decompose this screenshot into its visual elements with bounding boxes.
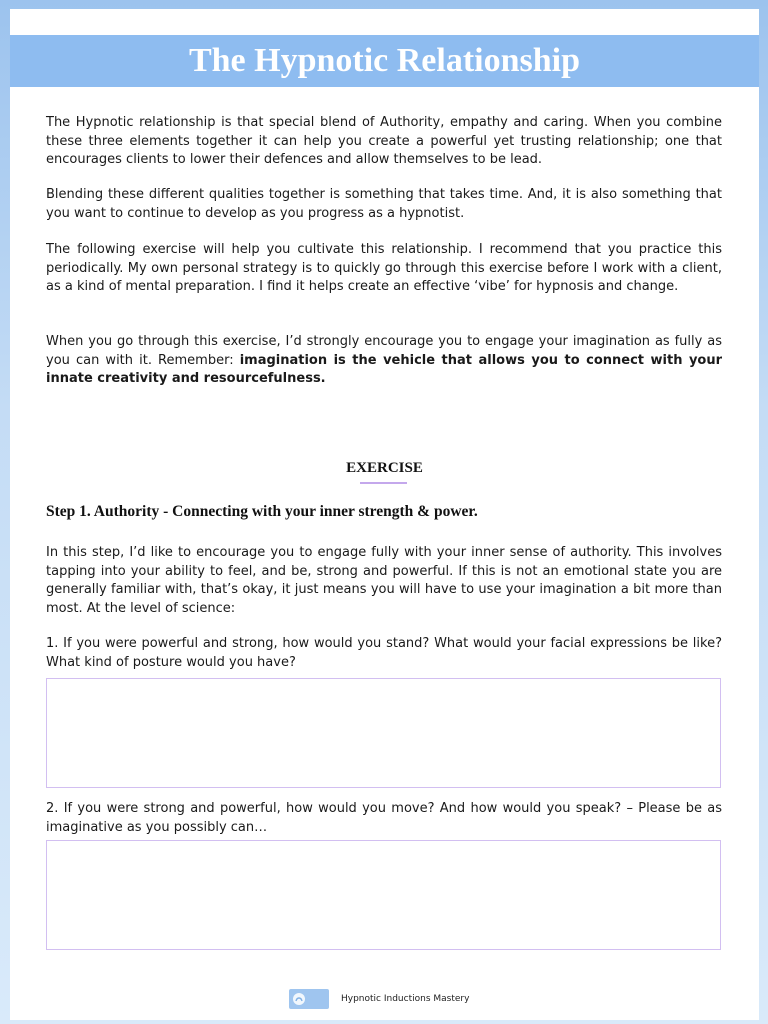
paragraph-4-text: When you go through this exercise, I’d strongly encourage you to engage your imagination as fully as you can with it. Remember: bbox=[46, 334, 722, 368]
page-footer bbox=[289, 988, 469, 1010]
question-1: 1. If you were powerful and strong, how would you stand? What would your facial expressions be like? What kind of posture would you have? bbox=[46, 636, 722, 670]
question-2: 2. If you were strong and powerful, how would you move? And how would you speak? – Please be as imaginative as you possibly can… bbox=[46, 801, 722, 835]
intro-paragraph-1: The Hypnotic relationship is that special blend of Authority, empathy and caring. When you combine these three elements together it can help you create a powerful yet trusting relationship; one that encourages clients to lower their defences and allow themselves to be lead. bbox=[46, 115, 722, 167]
logo-mark-icon bbox=[292, 992, 306, 1006]
page-title: The Hypnotic Relationship bbox=[188, 42, 581, 79]
step-1-intro: In this step, I’d like to encourage you to engage fully with your inner sense of authority. This involves tapping into your ability to feel, and be, strong and powerful. If this is not an emotional state you are generally familiar with, that’s okay, it just means you will have to use your imagination a bit more than most. At the level of science: bbox=[46, 545, 722, 616]
footer-brand-text: Hypnotic Inductions Mastery bbox=[341, 994, 470, 1004]
intro-paragraph-4 bbox=[46, 333, 722, 389]
answer-box-2[interactable] bbox=[46, 840, 721, 950]
document-page bbox=[10, 9, 759, 1020]
intro-paragraph-2: Blending these different qualities together is something that takes time. And, it is also something that you want to continue to develop as you progress as a hypnotist. bbox=[46, 187, 722, 221]
exercise-underline-divider bbox=[360, 482, 407, 484]
paragraph-4-emphasis: imagination is the vehicle that allows you to connect with your innate creativity and resourcefulness. bbox=[46, 352, 723, 386]
step-1-heading: Step 1. Authority - Connecting with your inner strength & power. bbox=[46, 503, 478, 520]
answer-box-1[interactable] bbox=[46, 678, 721, 788]
exercise-heading: EXERCISE bbox=[346, 460, 423, 476]
title-banner bbox=[10, 35, 759, 87]
brand-logo-icon bbox=[289, 989, 329, 1009]
intro-paragraph-3: The following exercise will help you cultivate this relationship. I recommend that you practice this periodically. My own personal strategy is to quickly go through this exercise before I work with a client, as a kind of mental preparation. I find it helps create an effective ‘vibe’ for hypnosis and change. bbox=[46, 242, 722, 294]
